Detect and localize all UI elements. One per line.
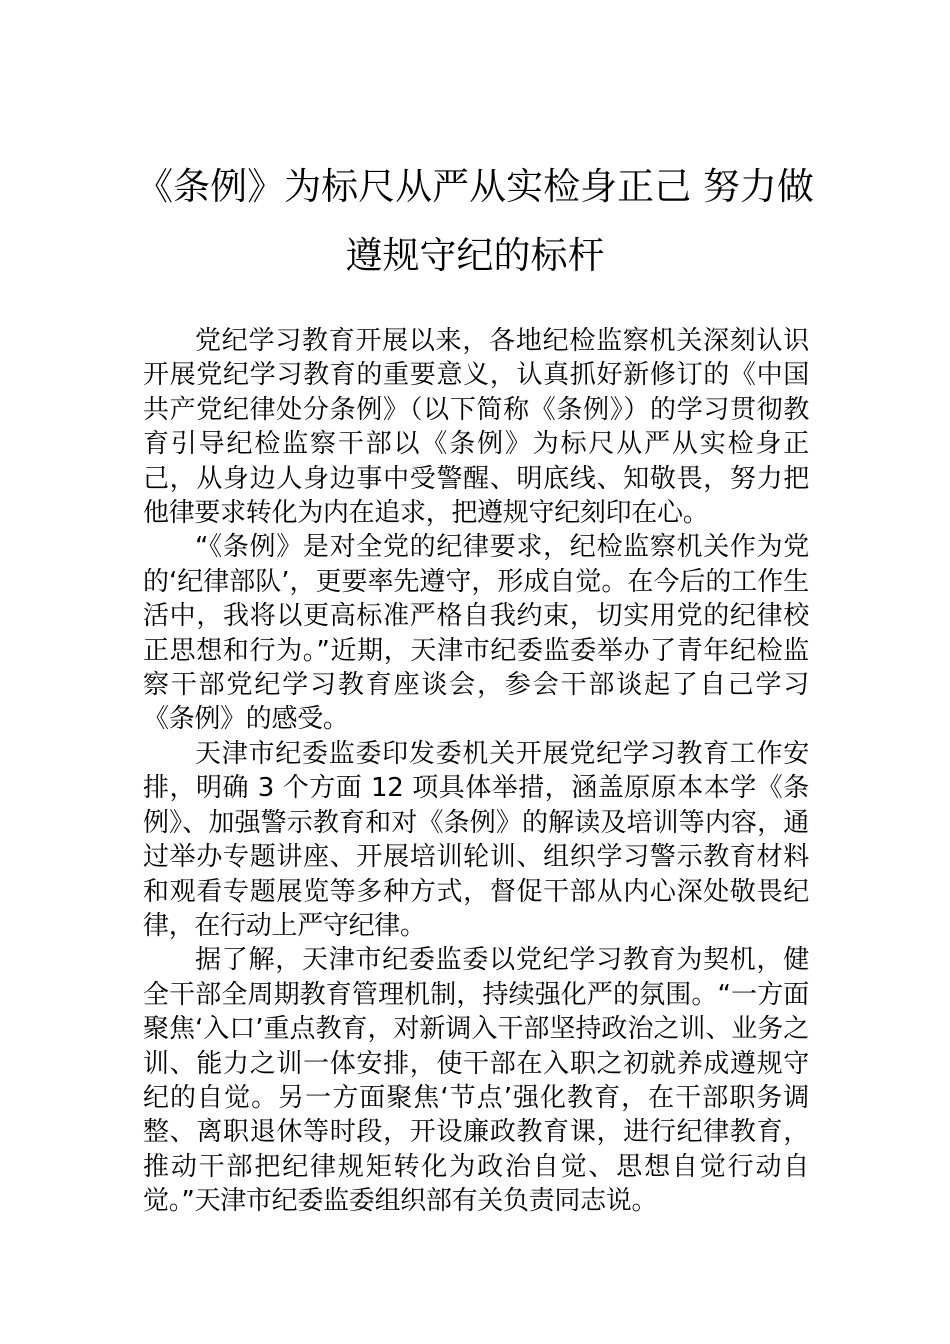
document-title-line-1: 《条例》为标尺从严从实检身正己 努力做 [136, 165, 814, 208]
body-paragraph-2: “《条例》是对全党的纪律要求，纪检监察机关作为党的‘纪律部队’，更要率先遵守，形成自觉。在今后的工作生活中，我将以更高标准严格自我约束，切实用党的纪律校正思想和行为。”近期，天津市纪委监委举办了青年纪检监察干部党纪学习教育座谈会，参会干部谈起了自己学习《条例》的感受。 [143, 532, 809, 735]
body-paragraph-1: 党纪学习教育开展以来，各地纪检监察机关深刻认识开展党纪学习教育的重要意义，认真抓好新修订的《中国共产党纪律处分条例》（以下简称《条例》）的学习贯彻教育引导纪检监察干部以《条例》为标尺从严从实检身正己，从身边人身边事中受警醒、明底线、知敬畏，努力把他律要求转化为内在追求，把遵规守纪刻印在心。 [143, 326, 809, 529]
document-body [143, 324, 809, 1219]
document-title-line-2: 遵规守纪的标杆 [345, 234, 605, 277]
body-paragraph-3: 天津市纪委监委印发委机关开展党纪学习教育工作安排，明确 3 个方面 12 项具体举措，涵盖原原本本学《条例》、加强警示教育和对《条例》的解读及培训等内容，通过举办专题讲座、开展培训轮训、组织学习警示教育材料和观看专题展览等多种方式，督促干部从内心深处敬畏纪律，在行动上严守纪律。 [143, 738, 809, 941]
body-paragraph-4: 据了解，天津市纪委监委以党纪学习教育为契机，健全干部全周期教育管理机制，持续强化严的氛围。“一方面聚焦‘入口’重点教育，对新调入干部坚持政治之训、业务之训、能力之训一体安排，使干部在入职之初就养成遵规守纪的自觉。另一方面聚焦‘节点’强化教育，在干部职务调整、离职退休等时段，开设廉政教育课，进行纪律教育，推动干部把纪律规矩转化为政治自觉、思想自觉行动自觉。”天津市纪委监委组织部有关负责同志说。 [143, 945, 809, 1217]
